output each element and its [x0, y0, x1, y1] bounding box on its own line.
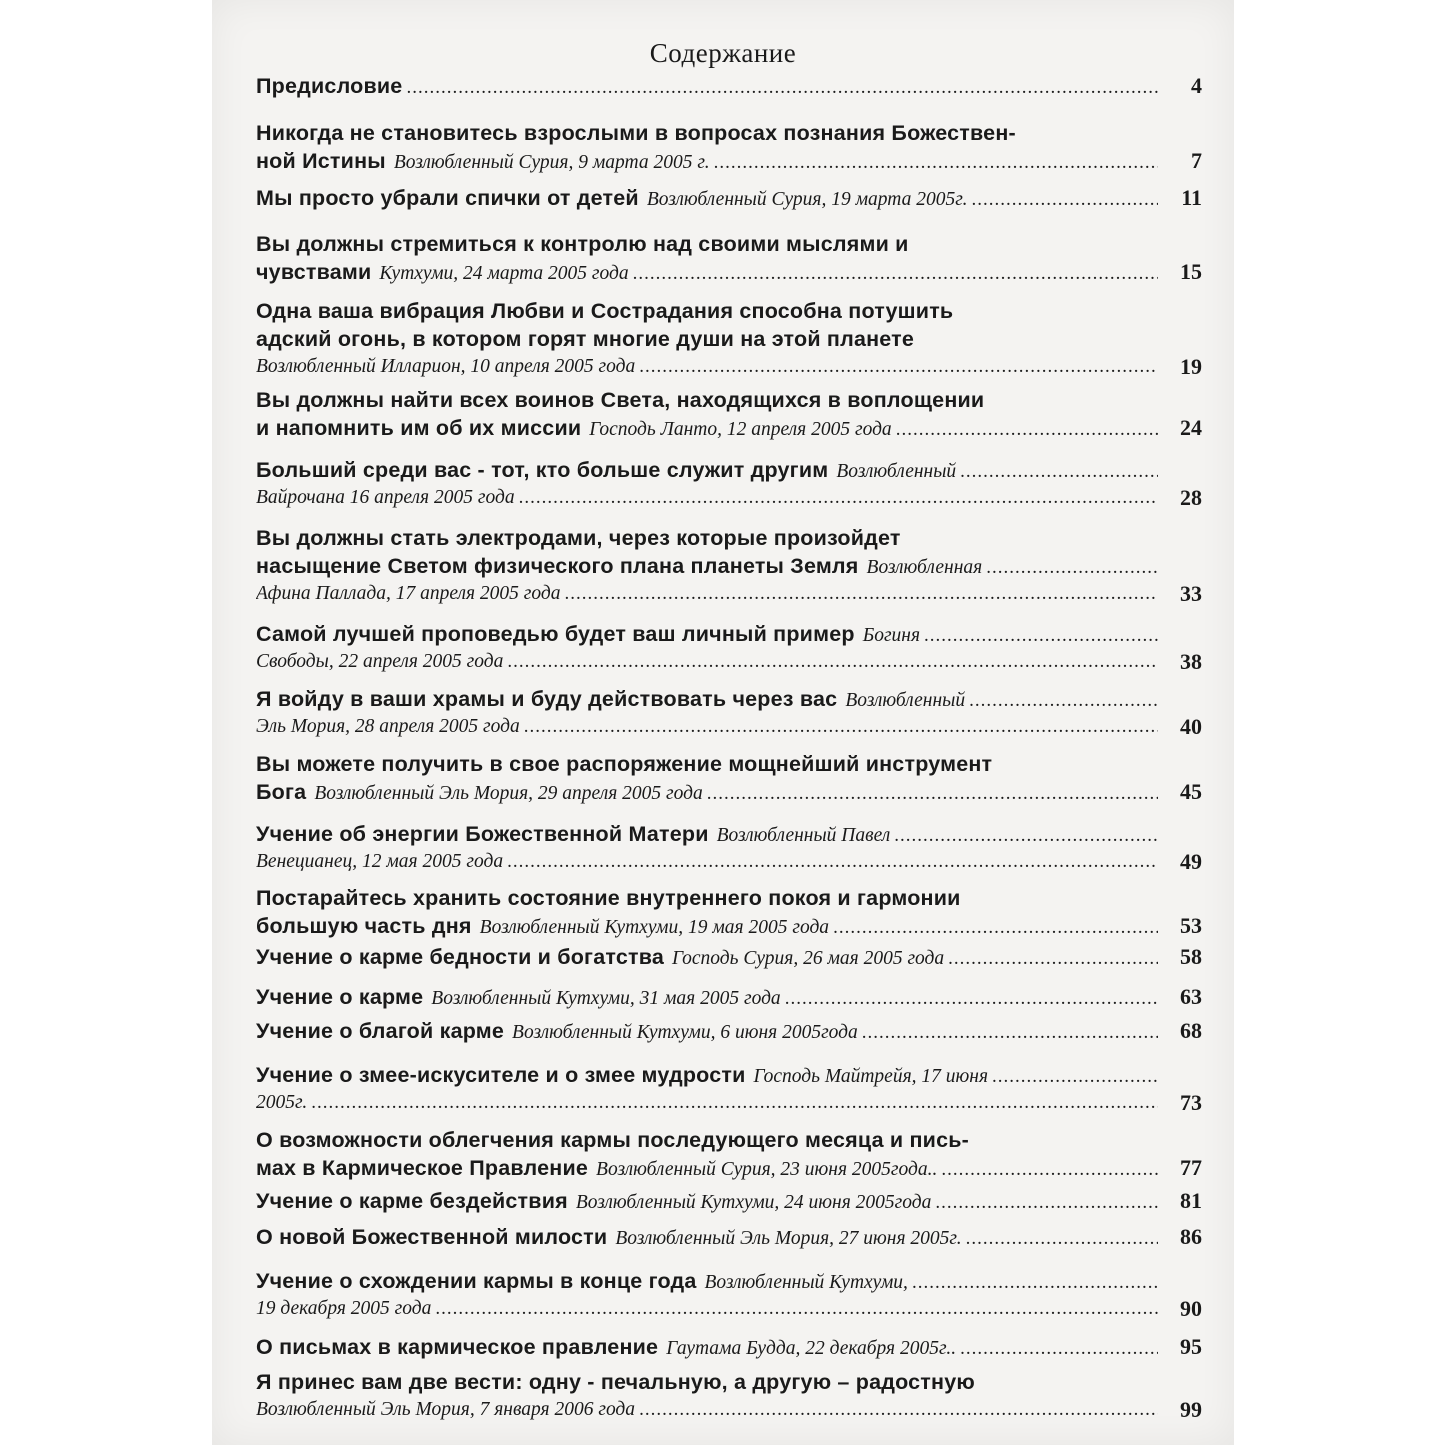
toc-entry-line — [256, 1061, 1158, 1089]
dot-leader — [894, 822, 1158, 848]
toc-entry — [256, 1333, 1202, 1361]
entry-attribution-text: Богиня — [862, 625, 921, 646]
toc-entry-line — [256, 943, 1158, 971]
entry-attribution-text: Возлюбленный Сурия, 19 марта 2005г. — [646, 189, 968, 210]
entry-attribution-text: Возлюбленный Кутхуми, — [704, 1272, 908, 1293]
entry-title-text: Учение о змее-искусителе и о змее мудрости — [256, 1063, 746, 1087]
entry-title-text: Учение о карме бедности и богатства — [256, 945, 664, 969]
toc-entry-line — [256, 1126, 1158, 1154]
toc-entry — [256, 620, 1202, 676]
page-number: 53 — [1180, 913, 1202, 938]
dot-leader — [941, 1156, 1158, 1182]
dot-leader — [971, 186, 1158, 212]
dot-leader — [714, 149, 1158, 175]
dot-leader — [507, 848, 1158, 876]
dot-leader — [406, 74, 1158, 100]
toc-entry-line — [256, 72, 1158, 100]
toc-entry-line — [256, 1089, 1158, 1117]
entry-title-text: Учение о благой карме — [256, 1019, 505, 1043]
page-number: 24 — [1180, 415, 1202, 440]
page-number: 19 — [1180, 354, 1202, 379]
dot-leader — [969, 687, 1158, 713]
toc-entry-line — [256, 1368, 1158, 1396]
toc-entry — [256, 1061, 1202, 1117]
dot-leader — [639, 353, 1158, 381]
page-number: 58 — [1180, 944, 1202, 969]
toc-entry-line — [256, 1223, 1158, 1251]
entry-title-text: мах в Кармическое Правление — [256, 1156, 589, 1180]
entry-attribution-text: Возлюбленная — [866, 557, 983, 578]
entry-attribution-text: Свободы, 22 апреля 2005 года — [256, 651, 504, 672]
toc-entry-line — [256, 484, 1158, 512]
page-number: 38 — [1180, 649, 1202, 674]
toc-entry-line — [256, 524, 1158, 552]
page-number: 4 — [1191, 73, 1202, 98]
toc-entry-line — [256, 414, 1158, 442]
entry-title-text: Больший среди вас - тот, кто больше служит другим — [256, 458, 829, 482]
toc-entry — [256, 750, 1202, 806]
toc-entry-line — [256, 648, 1158, 676]
toc-entry-line — [256, 147, 1158, 175]
page-number: 7 — [1191, 148, 1202, 173]
dot-leader — [986, 554, 1158, 580]
toc-entry-line — [256, 580, 1158, 608]
entry-attribution-text: Возлюбленный Сурия, 23 июня 2005года.. — [596, 1159, 938, 1180]
entry-attribution-text: Афина Паллада, 17 апреля 2005 года — [256, 583, 561, 604]
dot-leader — [960, 458, 1158, 484]
entry-title-text: Я войду в ваши храмы и буду действовать через вас — [256, 687, 838, 711]
dot-leader — [565, 580, 1158, 608]
page-number: 49 — [1180, 849, 1202, 874]
toc-entry-line — [256, 750, 1158, 778]
entry-title-text: и напомнить им об их миссии — [256, 416, 582, 440]
dot-leader — [924, 622, 1158, 648]
dot-leader — [862, 1019, 1158, 1045]
entry-title-text: чувствами — [256, 260, 372, 284]
toc-entry-line — [256, 685, 1158, 713]
entry-title-text: Учение о схождении кармы в конце года — [256, 1269, 697, 1293]
toc-entry — [256, 119, 1202, 175]
toc-title: Содержание — [649, 38, 797, 68]
toc-entry — [256, 456, 1202, 512]
entry-title-text: Одна ваша вибрация Любви и Сострадания способна потушить — [256, 299, 954, 323]
entry-attribution-text: Возлюбленный Кутхуми, 6 июня 2005года — [512, 1022, 858, 1043]
toc-entry-line — [256, 353, 1158, 381]
toc-entry-line — [256, 325, 1158, 353]
toc-entry-line — [256, 1187, 1158, 1215]
toc-entry — [256, 1267, 1202, 1323]
entry-title-text: О новой Божественной милости — [256, 1225, 608, 1249]
dot-leader — [311, 1089, 1158, 1117]
dot-leader — [966, 1225, 1158, 1251]
toc-entry — [256, 685, 1202, 741]
toc-entry-line — [256, 778, 1158, 806]
dot-leader — [435, 1295, 1158, 1323]
entry-attribution-text: Возлюбленный Кутхуми, 24 июня 2005года — [575, 1192, 932, 1213]
dot-leader — [524, 713, 1158, 741]
entry-title-text: О возможности облегчения кармы последующего месяца и пись- — [256, 1128, 970, 1152]
toc-entry — [256, 983, 1202, 1011]
entry-title-text: ной Истины — [256, 149, 386, 173]
toc-entry-line — [256, 1396, 1158, 1424]
toc-entry-line — [256, 230, 1158, 258]
page-number: 33 — [1180, 581, 1202, 606]
entry-title-text: Бога — [256, 780, 307, 804]
entry-attribution-text: Господь Сурия, 26 мая 2005 года — [672, 948, 945, 969]
entry-attribution-text: Возлюбленный Эль Мория, 7 января 2006 года — [256, 1399, 636, 1420]
page-number: 68 — [1180, 1018, 1202, 1043]
page-number: 77 — [1180, 1155, 1202, 1180]
entry-attribution-text: Кутхуми, 24 марта 2005 года — [379, 263, 629, 284]
toc-entry — [256, 184, 1202, 212]
entry-attribution-text: 2005г. — [256, 1092, 308, 1113]
page-number: 45 — [1180, 779, 1202, 804]
entry-title-text: О письмах в кармическое правление — [256, 1335, 659, 1359]
entry-title-text: большую часть дня — [256, 914, 472, 938]
entry-attribution-text: Возлюбленный Эль Мория, 29 апреля 2005 года — [314, 783, 703, 804]
entry-attribution-text: Возлюбленный — [845, 690, 966, 711]
dot-leader — [507, 648, 1158, 676]
dot-leader — [960, 1335, 1158, 1361]
entry-title-text: Вы должны стать электродами, через которые произойдет — [256, 526, 901, 550]
toc-entry-line — [256, 848, 1158, 876]
toc-entry — [256, 1368, 1202, 1424]
toc-entry — [256, 524, 1202, 608]
entry-attribution-text: Вайрочана 16 апреля 2005 года — [256, 487, 515, 508]
entry-attribution-text: Господь Майтрейя, 17 июня — [753, 1066, 989, 1087]
dot-leader — [833, 914, 1158, 940]
entry-attribution-text: Возлюбленный Кутхуми, 31 мая 2005 года — [431, 988, 781, 1009]
page-number: 40 — [1180, 714, 1202, 739]
toc-entry-line — [256, 456, 1158, 484]
entry-attribution-text: Возлюбленный Павел — [716, 825, 891, 846]
book-page — [212, 0, 1234, 1445]
entry-attribution-text: Возлюбленный — [836, 461, 957, 482]
page-number: 95 — [1180, 1334, 1202, 1359]
toc-entry — [256, 297, 1202, 381]
dot-leader — [633, 260, 1158, 286]
entry-title-text: Никогда не становитесь взрослыми в вопросах познания Божествен- — [256, 121, 1016, 145]
page-number: 81 — [1180, 1188, 1202, 1213]
page-number: 86 — [1180, 1224, 1202, 1249]
entry-title-text: Постарайтесь хранить состояние внутреннего покоя и гармонии — [256, 886, 961, 910]
dot-leader — [948, 945, 1158, 971]
toc-entry-line — [256, 297, 1158, 325]
toc-entry — [256, 820, 1202, 876]
page-number: 15 — [1180, 259, 1202, 284]
toc-entry-line — [256, 620, 1158, 648]
toc-entry-line — [256, 386, 1158, 414]
toc-entry-line — [256, 983, 1158, 1011]
toc-entry-line — [256, 820, 1158, 848]
entry-attribution-text: Гаутама Будда, 22 декабря 2005г.. — [666, 1338, 957, 1359]
toc-entry-line — [256, 184, 1158, 212]
toc-entry-line — [256, 713, 1158, 741]
entry-attribution-text: Господь Ланто, 12 апреля 2005 года — [589, 419, 892, 440]
dot-leader — [896, 416, 1158, 442]
toc-entry-line — [256, 884, 1158, 912]
page-number: 73 — [1180, 1090, 1202, 1115]
toc-entry — [256, 943, 1202, 971]
entry-title-text: Учение о карме бездействия — [256, 1189, 568, 1213]
toc-entry-line — [256, 1267, 1158, 1295]
page-number: 11 — [1181, 185, 1202, 210]
toc-entry — [256, 386, 1202, 442]
page-number: 90 — [1180, 1296, 1202, 1321]
entry-title-text: Предисловие — [256, 74, 403, 98]
entry-title-text: Вы должны стремиться к контролю над своими мыслями и — [256, 232, 909, 256]
dot-leader — [912, 1269, 1158, 1295]
entry-title-text: Вы можете получить в свое распоряжение мощнейший инструмент — [256, 752, 993, 776]
page-number: 99 — [1180, 1397, 1202, 1422]
dot-leader — [707, 780, 1158, 806]
dot-leader — [992, 1063, 1158, 1089]
entry-attribution-text: Возлюбленный Кутхуми, 19 мая 2005 года — [479, 917, 830, 938]
dot-leader — [519, 484, 1158, 512]
entry-title-text: Мы просто убрали спички от детей — [256, 186, 639, 210]
entry-attribution-text: Возлюбленный Эль Мория, 27 июня 2005г. — [615, 1228, 962, 1249]
dot-leader — [639, 1396, 1158, 1424]
toc-entry-line — [256, 1017, 1158, 1045]
toc-entry — [256, 1223, 1202, 1251]
toc-entry-line — [256, 258, 1158, 286]
toc-entry-line — [256, 912, 1158, 940]
entry-title-text: адский огонь, в котором горят многие души на этой планете — [256, 327, 915, 351]
entry-title-text: Учение о карме — [256, 985, 424, 1009]
entry-title-text: насыщение Светом физического плана планеты Земля — [256, 554, 859, 578]
entry-title-text: Учение об энергии Божественной Матери — [256, 822, 709, 846]
toc-entry — [256, 1126, 1202, 1182]
dot-leader — [785, 985, 1158, 1011]
entry-title-text: Вы должны найти всех воинов Света, находящихся в воплощении — [256, 388, 985, 412]
toc-entry-line — [256, 1333, 1158, 1361]
entry-attribution-text: Венецианец, 12 мая 2005 года — [256, 851, 504, 872]
toc-entry — [256, 230, 1202, 286]
toc-entry-line — [256, 552, 1158, 580]
toc-entry-line — [256, 1154, 1158, 1182]
toc-entry — [256, 1017, 1202, 1045]
entry-attribution-text: Возлюбленный Сурия, 9 марта 2005 г. — [393, 152, 710, 173]
toc-entry-line — [256, 119, 1158, 147]
entry-title-text: Самой лучшей проповедью будет ваш личный пример — [256, 622, 855, 646]
toc-entry — [256, 1187, 1202, 1215]
toc-entry — [256, 72, 1202, 100]
entry-attribution-text: Возлюбленный Илларион, 10 апреля 2005 года — [256, 356, 636, 377]
toc-entry — [256, 884, 1202, 940]
dot-leader — [935, 1189, 1158, 1215]
entry-attribution-text: 19 декабря 2005 года — [256, 1298, 432, 1319]
page-number: 28 — [1180, 485, 1202, 510]
page-number: 63 — [1180, 984, 1202, 1009]
entry-attribution-text: Эль Мория, 28 апреля 2005 года — [256, 716, 520, 737]
entry-title-text: Я принес вам две вести: одну - печальную, а другую – радостную — [256, 1370, 975, 1394]
toc-entry-line — [256, 1295, 1158, 1323]
